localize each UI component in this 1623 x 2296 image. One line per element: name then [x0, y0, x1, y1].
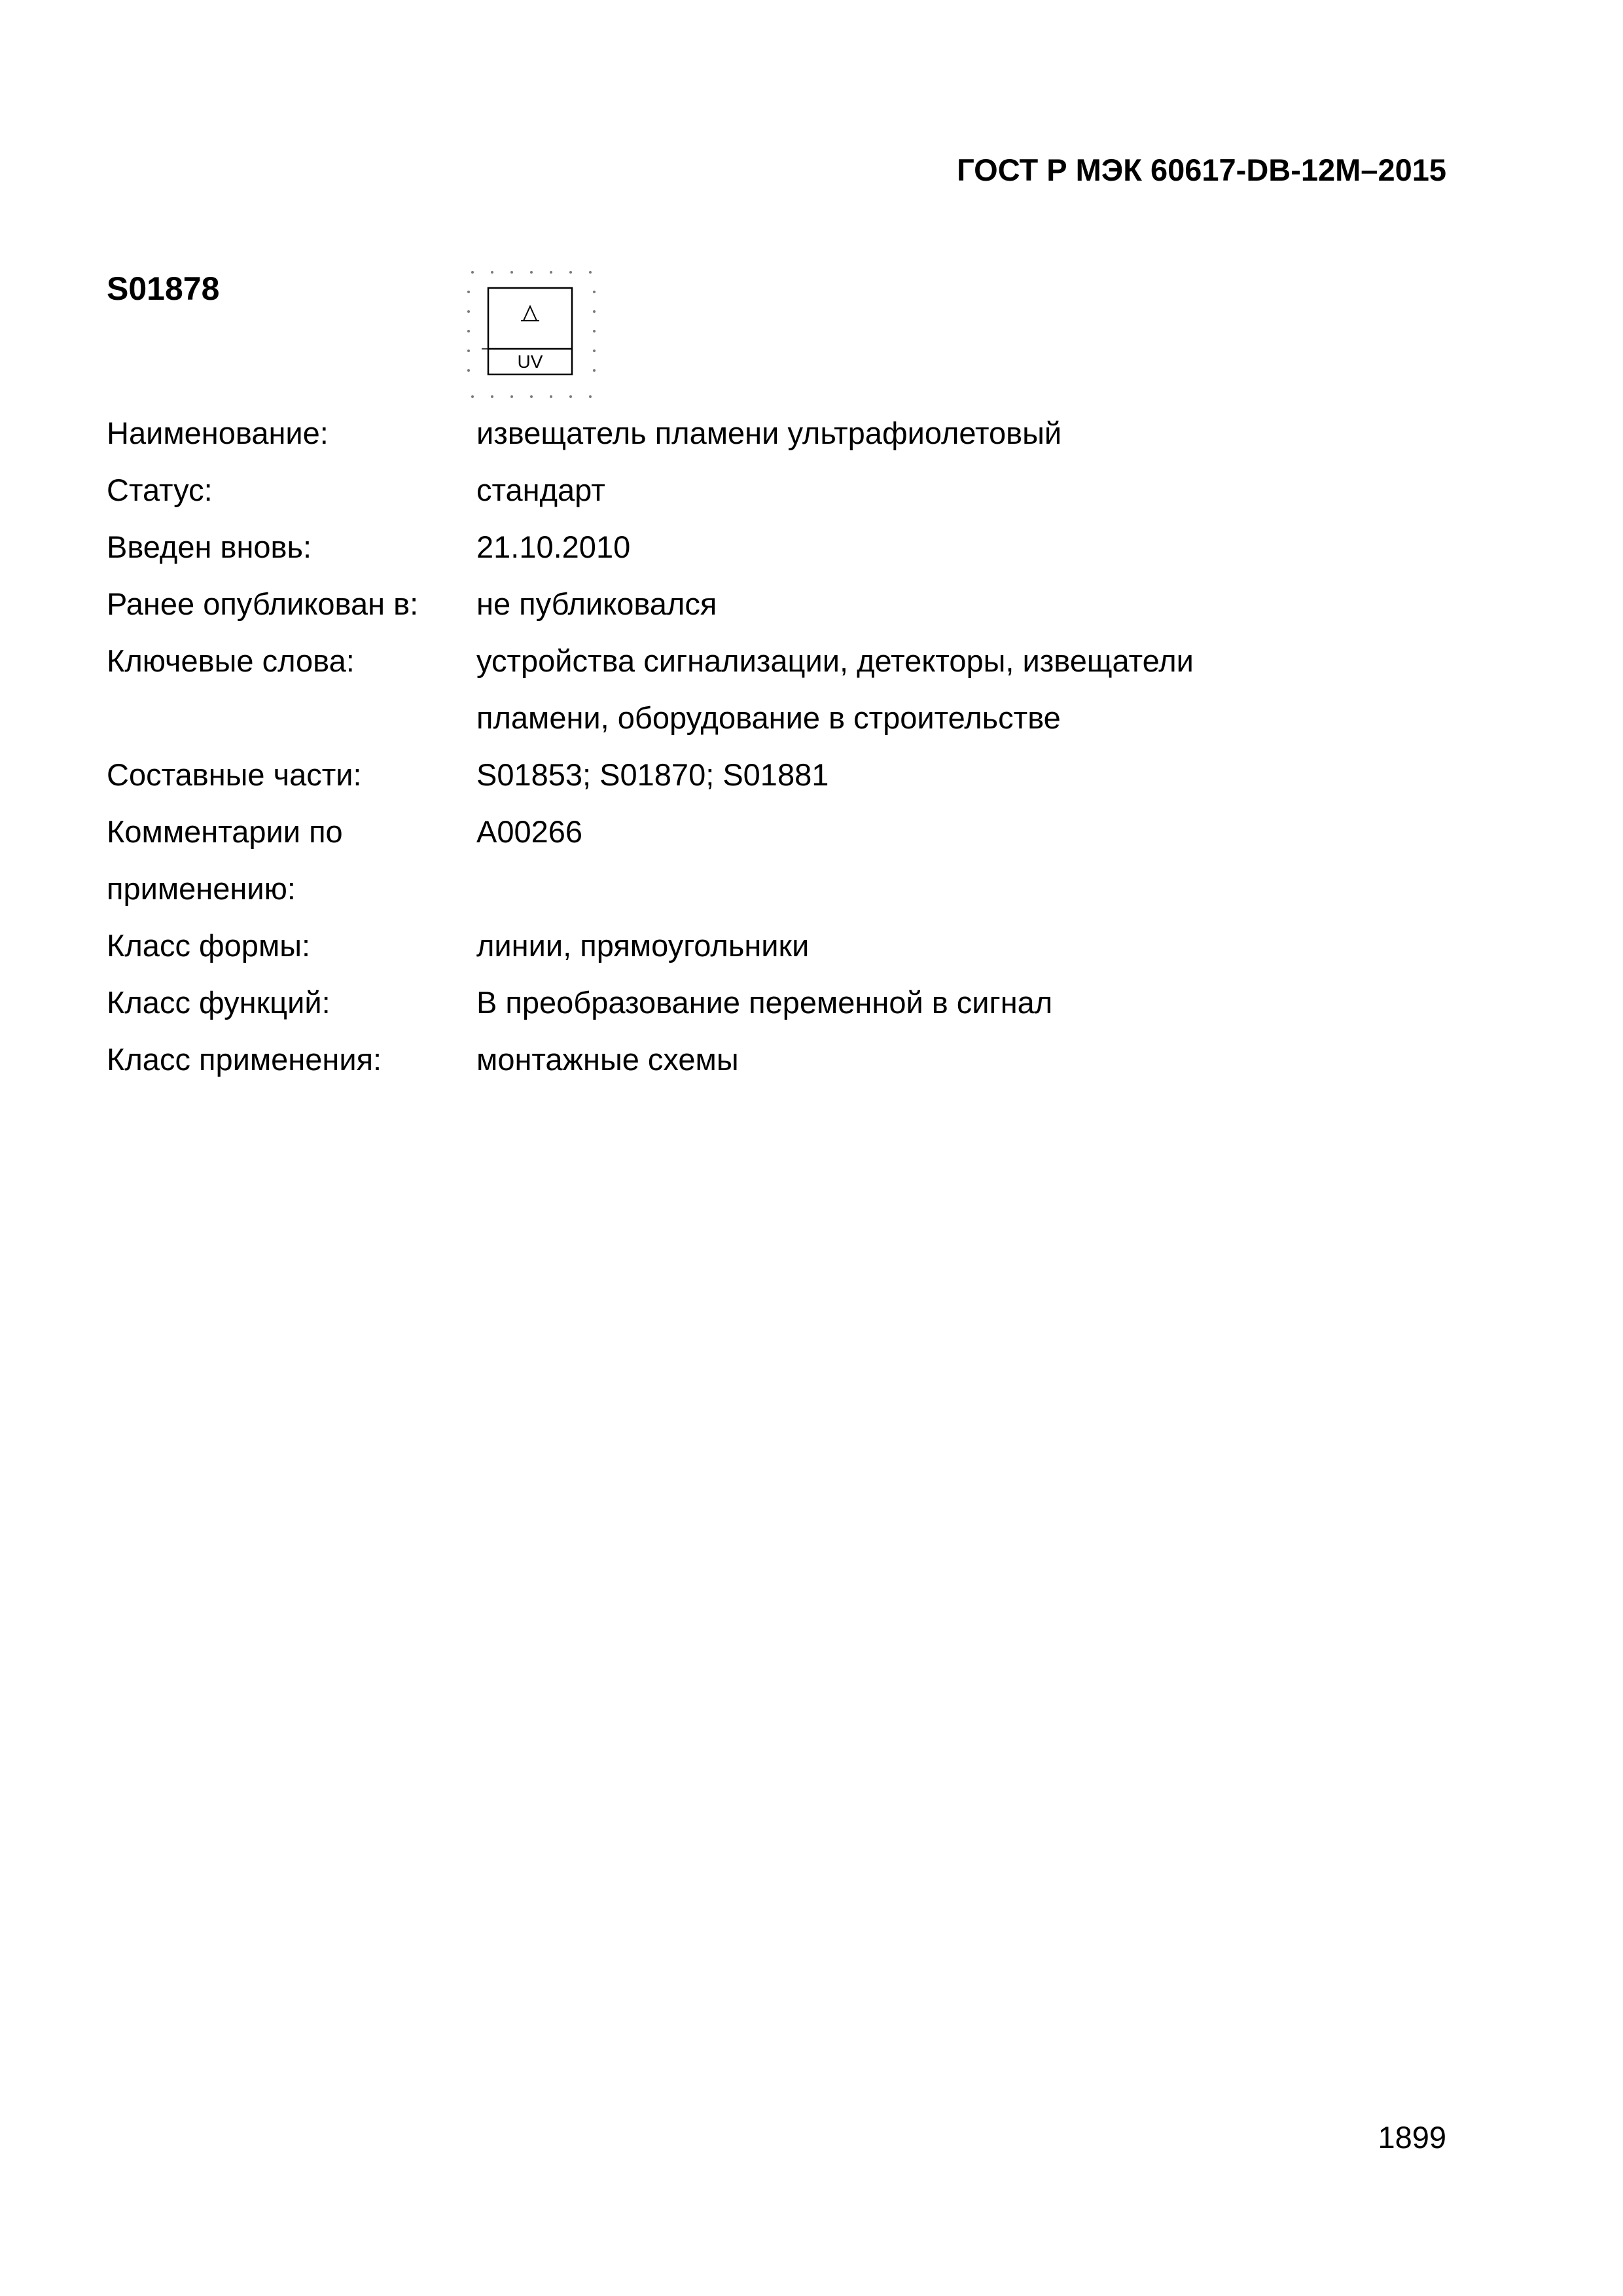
prop-value-line: линии, прямоугольники [476, 928, 810, 963]
prop-row-introduced [107, 518, 1416, 575]
prop-row-status [107, 461, 1416, 518]
prop-row-shape-class [107, 917, 1416, 974]
prop-row-function-class [107, 974, 1416, 1031]
page-number: 1899 [1378, 2120, 1446, 2155]
prop-value-line: монтажные схемы [476, 1042, 739, 1077]
prop-row-keywords [107, 632, 1416, 746]
prop-value [476, 518, 1416, 575]
prop-value-line: стандарт [476, 473, 605, 507]
prop-label: Класс применения: [107, 1042, 382, 1077]
standard-header: ГОСТ Р МЭК 60617-DB-12M–2015 [957, 152, 1446, 187]
prop-value [476, 575, 1416, 632]
prop-label: Ключевые слова: [107, 643, 355, 678]
prop-value-line: извещатель пламени ультрафиолетовый [476, 416, 1062, 450]
prop-row-previously-published [107, 575, 1416, 632]
prop-row-application-notes [107, 803, 1416, 917]
prop-value [476, 746, 1416, 803]
prop-label: Класс функций: [107, 985, 330, 1020]
symbol-code: S01878 [107, 270, 220, 307]
flame-triangle-icon [524, 306, 537, 321]
prop-value [476, 974, 1416, 1031]
prop-value-line: пламени, оборудование в строительстве [476, 700, 1061, 735]
prop-value [476, 917, 1416, 974]
prop-value-line: A00266 [476, 814, 583, 849]
uv-label: UV [517, 351, 543, 372]
prop-label [107, 803, 476, 917]
prop-value-line: не публиковался [476, 586, 717, 621]
prop-value-line: 21.10.2010 [476, 529, 631, 564]
prop-value [476, 632, 1416, 746]
prop-value [476, 1031, 1416, 1088]
prop-row-components [107, 746, 1416, 803]
prop-label: Составные части: [107, 757, 362, 792]
prop-label-line: применению: [107, 871, 296, 906]
prop-label: Статус: [107, 473, 213, 507]
prop-value-line: устройства сигнализации, детекторы, извещатели [476, 643, 1194, 678]
prop-label: Класс формы: [107, 928, 311, 963]
prop-label: Ранее опубликован в: [107, 586, 419, 621]
grid-dots [467, 271, 596, 398]
prop-label: Наименование: [107, 416, 329, 450]
prop-value-line: B преобразование переменной в сигнал [476, 985, 1053, 1020]
prop-label: Введен вновь: [107, 529, 312, 564]
prop-value [476, 461, 1416, 518]
prop-value [476, 404, 1416, 461]
prop-value [476, 803, 1416, 917]
uv-flame-detector-symbol [465, 268, 602, 399]
prop-row-application-class [107, 1031, 1416, 1088]
prop-label-line: Комментарии по [107, 814, 343, 849]
prop-value-line: S01853; S01870; S01881 [476, 757, 829, 792]
prop-row-name [107, 404, 1416, 461]
properties-list [107, 404, 1416, 1088]
